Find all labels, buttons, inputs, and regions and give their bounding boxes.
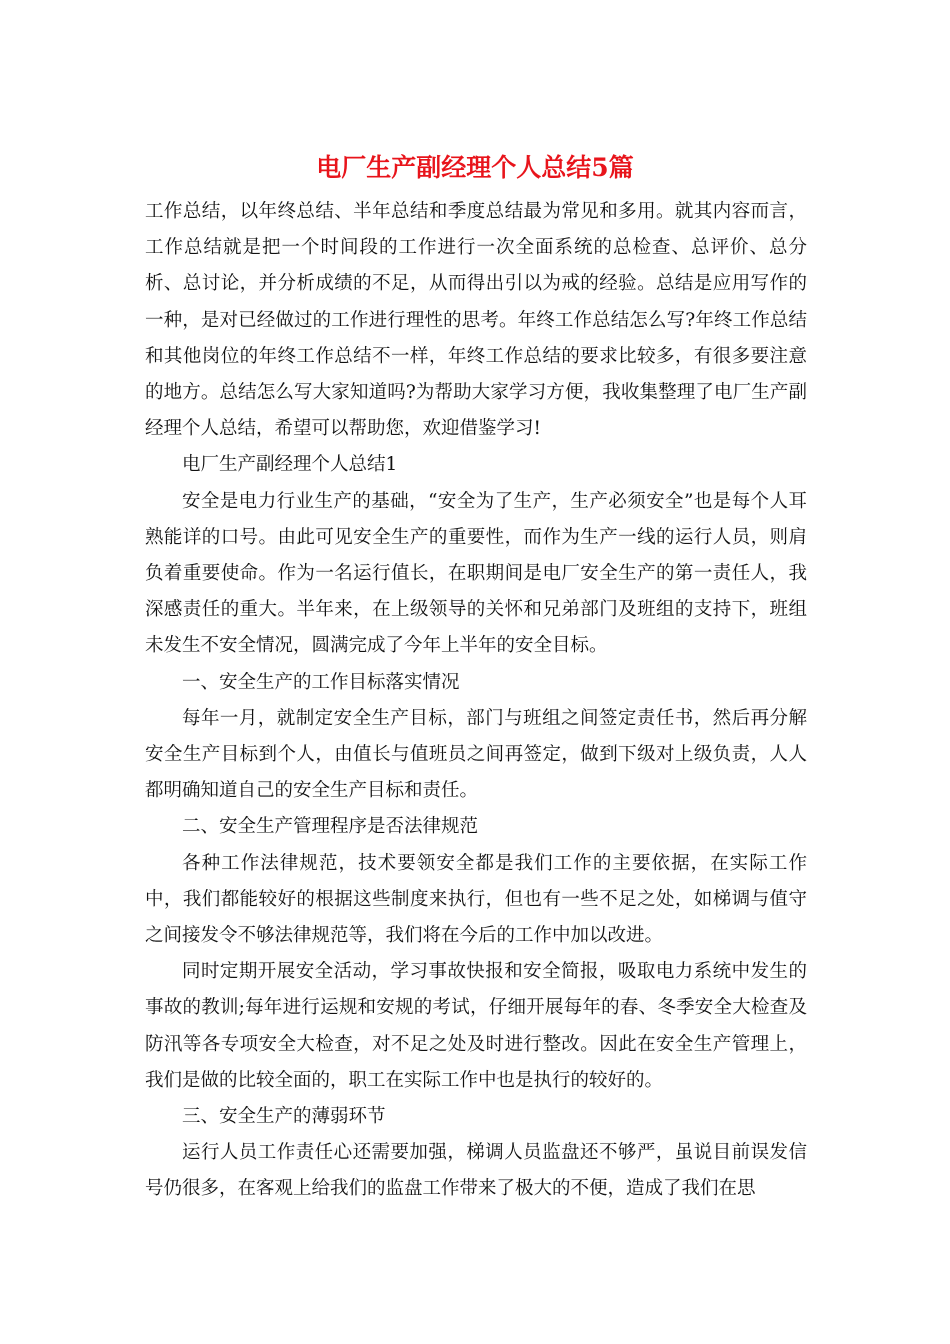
document-body (145, 194, 807, 1208)
body-paragraph: 同时定期开展安全活动，学习事故快报和安全简报，吸取电力系统中发生的事故的教训;每年进行运规和安规的考试，仔细开展每年的春、冬季安全大检查及防汛等各专项安全大检查，对不足之处及时进行整改。因此在安全生产管理上，我们是做的比较全面的，职工在实际工作中也是执行的较好的。 (145, 961, 807, 1091)
body-paragraph: 各种工作法律规范，技术要领安全都是我们工作的主要依据，在实际工作中，我们都能较好的根据这些制度来执行，但也有一些不足之处，如梯调与值守之间接发令不够法律规范等，我们将在今后的工作中加以改进。 (145, 852, 807, 947)
body-paragraph: 每年一月，就制定安全生产目标，部门与班组之间签定责任书，然后再分解安全生产目标到个人，由值长与值班员之间再签定，做到下级对上级负责，人人都明确知道自己的安全生产目标和责任。 (145, 707, 807, 802)
body-paragraph: 安全是电力行业生产的基础，“安全为了生产，生产必须安全”也是每个人耳熟能详的口号。由此可见安全生产的重要性，而作为生产一线的运行人员，则肩负着重要使命。作为一名运行值长，在职期间是电厂安全生产的第一责任人，我深感责任的重大。半年来，在上级领导的关怀和兄弟部门及班组的支持下，班组未发生不安全情况，圆满完成了今年上半年的安全目标。 (145, 490, 807, 657)
body-paragraph: 运行人员工作责任心还需要加强，梯调人员监盘还不够严，虽说目前误发信号仍很多，在客观上给我们的监盘工作带来了极大的不便，造成了我们在思 (145, 1142, 807, 1200)
section-heading: 二、安全生产管理程序是否法律规范 (182, 816, 479, 838)
document-title: 电厂生产副经理个人总结5篇 (316, 153, 634, 182)
intro-paragraph: 工作总结，以年终总结、半年总结和季度总结最为常见和多用。就其内容而言，工作总结就是把一个时间段的工作进行一次全面系统的总检查、总评价、总分析、总讨论，并分析成绩的不足，从而得出引以为戒的经验。总结是应用写作的一种，是对已经做过的工作进行理性的思考。年终工作总结怎么写?年终工作总结和其他岗位的年终工作总结不一样，年终工作总结的要求比较多，有很多要注意的地方。总结怎么写大家知道吗?为帮助大家学习方便，我收集整理了电厂生产副经理个人总结，希望可以帮助您，欢迎借鉴学习! (145, 201, 807, 440)
section-heading-summary-1: 电厂生产副经理个人总结1 (182, 454, 398, 476)
section-heading: 三、安全生产的薄弱环节 (182, 1106, 386, 1128)
section-heading: 一、安全生产的工作目标落实情况 (182, 671, 460, 693)
